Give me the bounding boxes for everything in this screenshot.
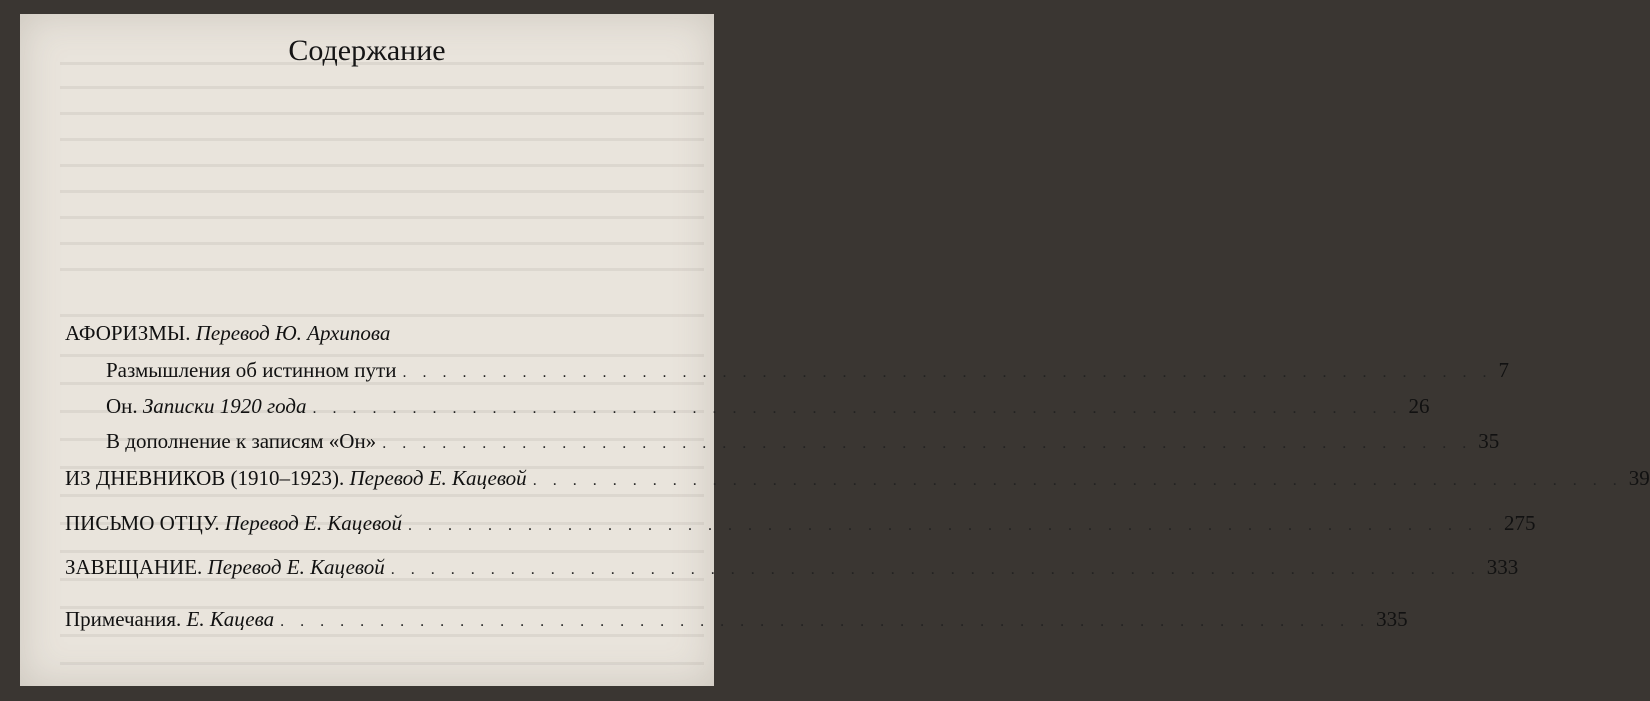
- toc-entry-diaries[interactable]: [65, 466, 1650, 491]
- page-number: 35: [1478, 429, 1500, 453]
- toc-entry-letter[interactable]: [65, 511, 1536, 536]
- toc-entry-aphorisms[interactable]: [65, 321, 677, 346]
- leader-dots: . . . . . . . . . . . . . . . . . . . . . . . . . . . . . . . . . . . . . . . . . . . . . . . . . . . . . . .: [407, 517, 1498, 534]
- entry-label: ИЗ ДНЕВНИКОВ (1910–1923). Перевод Е. Кацевой: [65, 466, 527, 490]
- entry-label: Примечания. Е. Кацева: [65, 607, 275, 631]
- page-title: Содержание: [288, 34, 446, 67]
- toc-entry-reflections[interactable]: [106, 358, 1509, 383]
- page-number: 26: [1408, 394, 1430, 418]
- page-number: 39: [1628, 466, 1650, 490]
- bleed-through-text: [20, 14, 714, 686]
- entry-label: ПИСЬМО ОТЦУ. Перевод Е. Кацевой: [65, 511, 402, 535]
- page-number: 275: [1503, 511, 1536, 535]
- page-number: 7: [1498, 358, 1509, 382]
- leader-dots: . . . . . . . . . . . . . . . . . . . . . . . . . . . . . . . . . . . . . . . . . . . . . . . . . . . . . . .: [382, 435, 1473, 452]
- entry-label: Он. Записки 1920 года: [106, 394, 307, 418]
- toc-entry-he-addition[interactable]: [106, 429, 1500, 454]
- entry-label: В дополнение к записям «Он»: [106, 429, 377, 453]
- toc-entry-he[interactable]: [106, 394, 1430, 419]
- leader-dots: . . . . . . . . . . . . . . . . . . . . . . . . . . . . . . . . . . . . . . . . . . . . . . . . . . . . . . .: [280, 613, 1371, 630]
- leader-dots: . . . . . . . . . . . . . . . . . . . . . . . . . . . . . . . . . . . . . . . . . . . . . . . . . . . . . . .: [390, 561, 1481, 578]
- entry-label: Размышления об истинном пути: [106, 358, 397, 382]
- book-page: [20, 14, 1650, 686]
- leader-dots: . . . . . . . . . . . . . . . . . . . . . . . . . . . . . . . . . . . . . . . . . . . . . . . . . . . . . . .: [312, 400, 1403, 417]
- toc-entry-notes[interactable]: [65, 607, 1408, 632]
- leader-dots: . . . . . . . . . . . . . . . . . . . . . . . . . . . . . . . . . . . . . . . . . . . . . . . . . . . . . . .: [532, 472, 1623, 489]
- leader-dots: . . . . . . . . . . . . . . . . . . . . . . . . . . . . . . . . . . . . . . . . . . . . . . . . . . . . . . .: [402, 364, 1493, 381]
- entry-label: АФОРИЗМЫ. Перевод Ю. Архипова: [65, 321, 391, 345]
- entry-label: ЗАВЕЩАНИЕ. Перевод Е. Кацевой: [65, 555, 385, 579]
- toc-entry-testament[interactable]: [65, 555, 1519, 580]
- page-number: 335: [1376, 607, 1408, 631]
- page-number: 333: [1486, 555, 1519, 579]
